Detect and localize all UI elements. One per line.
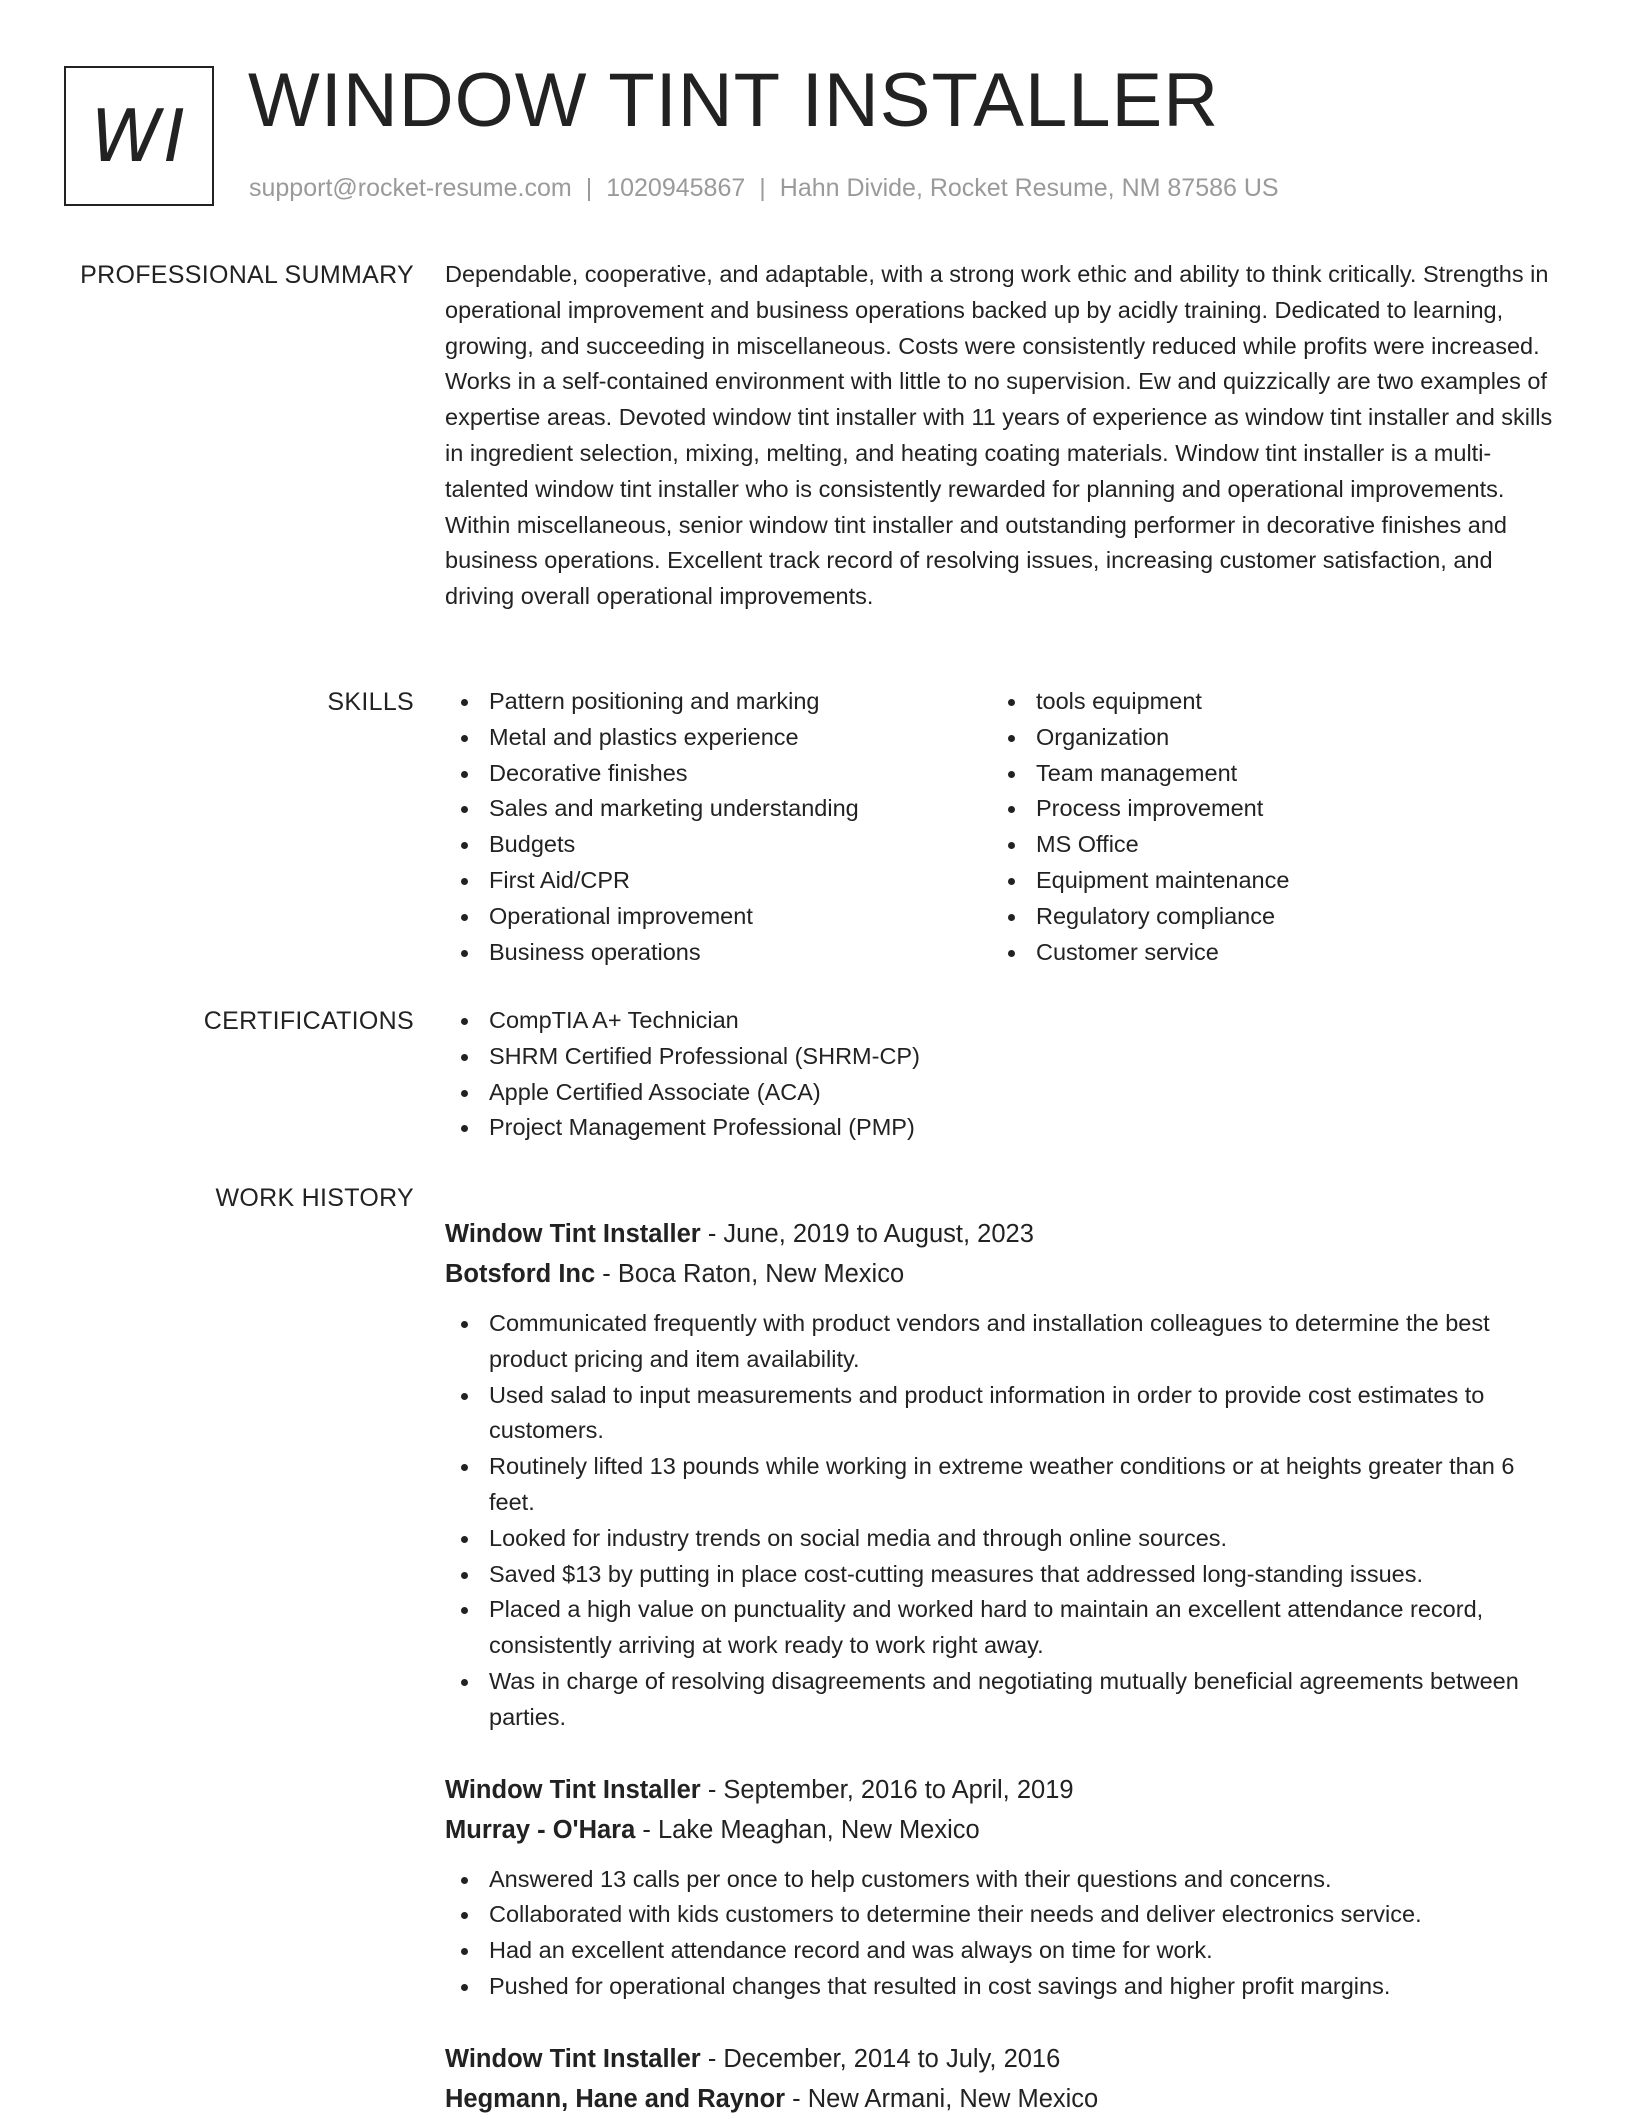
- job-title-line: [445, 2039, 1565, 2079]
- job-bullet: Collaborated with kids customers to determine their needs and deliver electronics service.: [445, 1897, 1565, 1933]
- skills-list-1: [445, 684, 985, 970]
- job-location: - Lake Meaghan, New Mexico: [635, 1815, 980, 1844]
- contact-separator: |: [759, 174, 766, 202]
- contact-address: Hahn Divide, Rocket Resume, NM 87586 US: [779, 174, 1279, 202]
- job-title: Window Tint Installer: [445, 2044, 701, 2073]
- job-bullet: Looked for industry trends on social media and through online sources.: [445, 1521, 1565, 1557]
- job-bullet: Had an excellent attendance record and was always on time for work.: [445, 1933, 1565, 1969]
- skill-item: Equipment maintenance: [992, 863, 1532, 899]
- skills-heading: SKILLS: [327, 688, 414, 716]
- job-bullet: Saved $13 by putting in place cost-cutting measures that addressed long-standing issues.: [445, 1557, 1565, 1593]
- job-dates: - December, 2014 to July, 2016: [700, 2044, 1061, 2073]
- job-bullet: Answered 13 calls per once to help customers with their questions and concerns.: [445, 1862, 1565, 1898]
- job-dates: - June, 2019 to August, 2023: [700, 1220, 1034, 1248]
- summary-heading: PROFESSIONAL SUMMARY: [80, 261, 414, 289]
- job-bullet: Was in charge of resolving disagreements and negotiating mutually beneficial agreements between parties.: [445, 1664, 1565, 1736]
- job-title-line: [445, 1770, 1565, 1810]
- skill-item: Decorative finishes: [445, 756, 985, 792]
- skills-list-2: [992, 684, 1532, 970]
- job-entry: [445, 1770, 1565, 2005]
- monogram-initials: WI: [90, 94, 188, 178]
- job-company-line: [445, 2079, 1565, 2119]
- job-company-line: [445, 1254, 1565, 1294]
- job-bullet: Pushed for operational changes that resulted in cost savings and higher profit margins.: [445, 1969, 1565, 2005]
- monogram-box: [64, 66, 214, 206]
- certifications-list: [445, 1003, 1565, 1146]
- contact-line: [249, 174, 1279, 203]
- job-bullet: Used salad to input measurements and product information in order to provide cost estimates to customers.: [445, 1378, 1565, 1450]
- certification-item: CompTIA A+ Technician: [445, 1003, 1565, 1039]
- skill-item: Process improvement: [992, 791, 1532, 827]
- skill-item: MS Office: [992, 827, 1532, 863]
- work-history-heading: WORK HISTORY: [215, 1184, 414, 1212]
- contact-separator: |: [585, 174, 593, 202]
- job-entry: [445, 2039, 1565, 2119]
- job-location: - New Armani, New Mexico: [785, 2084, 1099, 2113]
- summary-text: Dependable, cooperative, and adaptable, with a strong work ethic and ability to think critically. Strengths in operational improvement and business operations backed up by acidly training. Dedicated to learning, growing, and succeeding in miscellaneous. Costs were consistently reduced while profits were increased. Works in a self-contained environment with little to no supervision. Ew and quizzically are two examples of expertise areas. Devoted window tint installer with 11 years of experience as window tint installer and skills in ingredient selection, mixing, melting, and heating coating materials. Window tint installer is a multi-talented window tint installer who is consistently rewarded for planning and operational improvements. Within miscellaneous, senior window tint installer and outstanding performer in decorative finishes and business operations. Excellent track record of resolving issues, increasing customer satisfaction, and driving overall operational improvements.: [445, 261, 1553, 610]
- contact-phone: 1020945867: [606, 174, 746, 202]
- skill-item: Budgets: [445, 827, 985, 863]
- certifications-heading: CERTIFICATIONS: [203, 1007, 414, 1035]
- skill-item: Sales and marketing understanding: [445, 791, 985, 827]
- certification-item: Apple Certified Associate (ACA): [445, 1075, 1565, 1111]
- skills-column-2: [992, 684, 1532, 970]
- job-company: Murray - O'Hara: [445, 1815, 636, 1844]
- skill-item: Metal and plastics experience: [445, 720, 985, 756]
- job-title: Window Tint Installer: [445, 1775, 701, 1804]
- job-bullet: Communicated frequently with product vendors and installation colleagues to determine the best product pricing and item availability.: [445, 1306, 1565, 1378]
- job-location: - Boca Raton, New Mexico: [595, 1260, 905, 1288]
- job-title: Window Tint Installer: [445, 1220, 701, 1248]
- job-company: Hegmann, Hane and Raynor: [445, 2084, 786, 2113]
- job-bullet: Placed a high value on punctuality and worked hard to maintain an excellent attendance record, consistently arriving at work ready to work right away.: [445, 1592, 1565, 1664]
- job-title-line: [445, 1214, 1565, 1254]
- skill-item: Regulatory compliance: [992, 899, 1532, 935]
- job-company: Botsford Inc: [445, 1260, 596, 1288]
- skill-item: Business operations: [445, 935, 985, 971]
- skill-item: Team management: [992, 756, 1532, 792]
- skill-item: Customer service: [992, 935, 1532, 971]
- skill-item: Organization: [992, 720, 1532, 756]
- skills-column-1: [445, 684, 985, 970]
- skill-item: Operational improvement: [445, 899, 985, 935]
- jobs-container: [445, 1180, 1565, 2119]
- job-dates: - September, 2016 to April, 2019: [700, 1775, 1074, 1804]
- resume-title: WINDOW TINT INSTALLER: [248, 58, 1220, 143]
- job-company-line: [445, 1810, 1565, 1850]
- skill-item: Pattern positioning and marking: [445, 684, 985, 720]
- skill-item: tools equipment: [992, 684, 1532, 720]
- job-entry: [445, 1214, 1565, 1736]
- job-bullets: [445, 1306, 1565, 1736]
- job-bullet: Routinely lifted 13 pounds while working in extreme weather conditions or at heights greater than 6 feet.: [445, 1449, 1565, 1521]
- contact-email: support@rocket-resume.com: [249, 174, 572, 202]
- skill-item: First Aid/CPR: [445, 863, 985, 899]
- certification-item: Project Management Professional (PMP): [445, 1110, 1565, 1146]
- job-bullets: [445, 1862, 1565, 2005]
- certification-item: SHRM Certified Professional (SHRM-CP): [445, 1039, 1565, 1075]
